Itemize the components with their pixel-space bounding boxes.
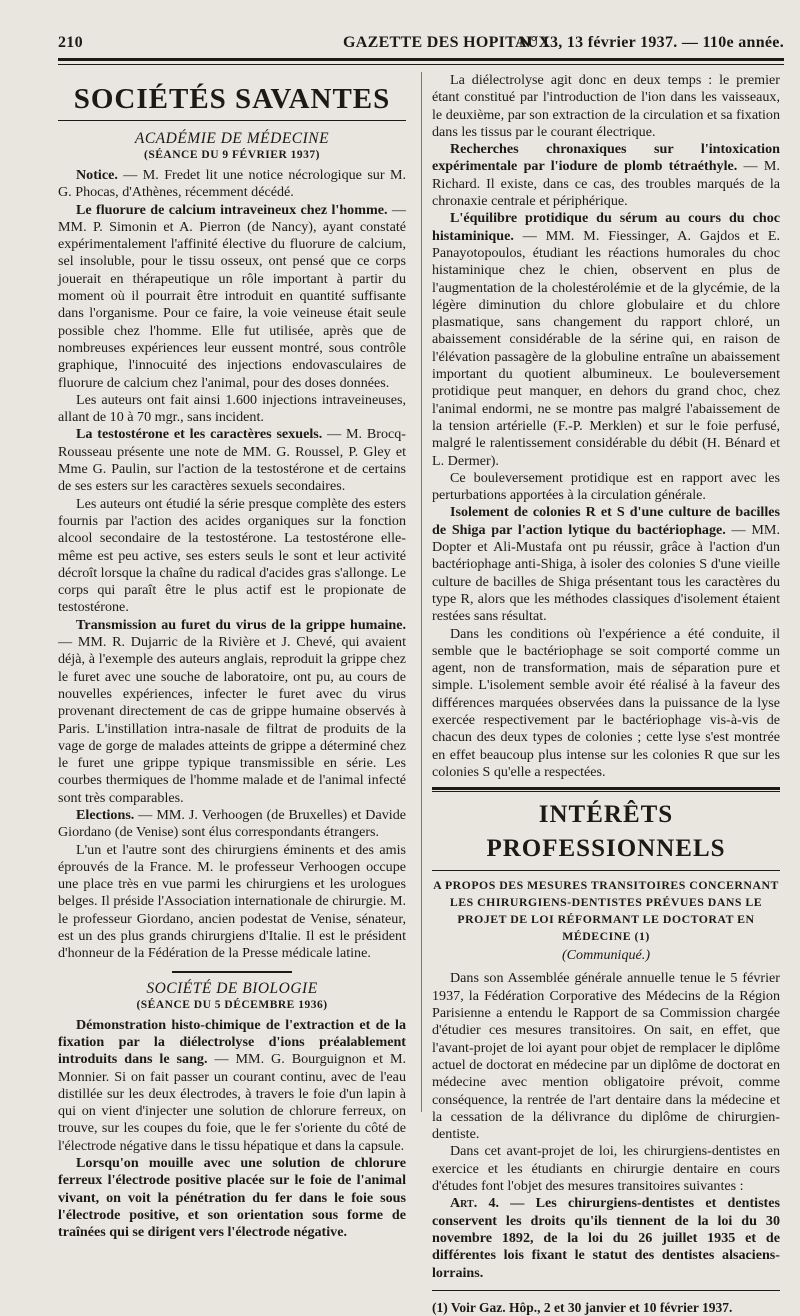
chron-text: — M. Richard. Il existe, dans ce cas, des troubles marqués de la chronaxie centrale et périphérique. (432, 158, 780, 210)
testo-heading: La testostérone et les caractères sexuels. (76, 426, 323, 443)
demo-text-2: Lorsqu'on mouille avec une solution de chlorure ferreux l'électrode positive placée sur le foie de l'animal vivant, on voit la pénétration du fer dans le foie sous l'électrode positive, et son orientation sous forme de traînées qui se dirigent vers l'électrode négative. (58, 1155, 406, 1241)
article-heading: A PROPOS DES MESURES TRANSITOIRES CONCERNANT LES CHIRURGIENS-DENTISTES PRÉVUES DANS LE PROJET DE LOI RÉFORMANT LE DOCTORAT EN MÉDECINE (1) (433, 878, 779, 944)
journal-title: GAZETTE DES HOPITAUX (343, 34, 551, 51)
biology-title: SOCIÉTÉ DE BIOLOGIE (146, 979, 318, 997)
demo-heading: Démonstration histo-chimique de l'extraction et de la fixation par la diélectrolyse d'ions préalablement introduits dans le sang. (58, 1016, 406, 1068)
interets-rule (432, 870, 780, 871)
paragraph-elections (58, 807, 406, 842)
notice-text: — M. Fredet lit une notice nécrologique sur M. G. Phocas, d'Athènes, récemment décédé. (58, 167, 406, 201)
elections-text-2: L'un et l'autre sont des chirurgiens éminents et des amis éprouvés de la France. M. le professeur Verhoogen occupe une place très en vue parmi les chirurgiens et les urologues belges. Il préside l'Association internationale de chirurgie. M. le professeur Giordano, ancien podestat de Venise, sénateur, est un des plus grands chirurgiens d'Italie. Il est le président d'honneur de la Fédération de la Presse médicale latine. (58, 841, 406, 962)
notice-heading: Notice. (76, 167, 118, 183)
chron-heading: Recherches chronaxiques sur l'intoxication expérimentale par l'iodure de plomb tétraéthyle. (432, 141, 780, 175)
article-paragraph-2: Dans cet avant-projet de loi, les chirurgiens-dentistes en exercice et les étudiants en chirurgie dentaire en cours d'études font l'objet des mesures transitoires suivantes : (432, 1143, 780, 1195)
page-number: 210 (58, 34, 83, 51)
paragraph-fluor (58, 202, 406, 392)
biology-separator (172, 971, 292, 973)
fluor-text: — MM. P. Simonin et A. Pierron (de Nancy), ayant constaté expérimentalement l'affinité élective du fluorure de calcium, sel insoluble, pour le tissu osseux, ont pensé que ce corps jouerait en thérapeutique un rôle important à partir du moment où il pourrait être introduit en quantité suffisante dans l'organisme. Pour ce faire, la voie veineuse était seule possible chez l'homme. Elle fut utilisée, après que de nombreuses expériences leur eussent montré, sous contrôle graphique, l'innocuité des injections endovasculaires de fluorure de calcium chez l'animal, pour des doses données. (58, 201, 406, 391)
isol-text: — MM. Dopter et Ali-Mustafa ont pu réussir, grâce à l'action d'un bactériophage anti-Shiga, à isoler des colonies S d'une vieille culture de bacilles de Shiga présentant tous les caractères du type R, alors que les méthodes classiques d'isolement étaient restées sans résultat. (432, 521, 780, 625)
biology-session: (SÉANCE DU 5 DÉCEMBRE 1936) (136, 998, 328, 1011)
paragraph-equilibre (432, 210, 780, 469)
paragraph-notice (58, 167, 406, 202)
grippe-heading: Transmission au furet du virus de la grippe humaine. (76, 616, 406, 633)
header-rule (58, 58, 784, 61)
fluor-heading: Le fluorure de calcium intraveineux chez l'homme. (76, 201, 388, 218)
isol-text-2: Dans les conditions où l'expérience a été conduite, il semble que le bactériophage se soit comporté comme un agent, non de transformation, mais de séparation pure et simple. L'isolement semble avoir été réalisé à la faveur des différences marquées observées dans la puissance de la lyse exercée respectivement par le bactériophage vis-à-vis de chacun des deux types de colonies ; cette lyse s'est montrée en effet beaucoup plus intense sur les colonies R que sur les colonies S qu'elle a respectées. (432, 625, 780, 780)
page-header (58, 30, 784, 56)
section-title-interets: INTÉRÊTS PROFESSIONNELS (486, 801, 726, 863)
equil-text-2: Ce bouleversement protidique est en rapport avec les perturbations apportées à la circulation générale. (432, 469, 780, 504)
paragraph-dielectrolyse: La diélectrolyse agit donc en deux temps : le premier étant constitué par l'introduction de l'ion dans les vaisseaux, le deuxième, par son extraction de la circulation et sa fixation dans les tissus par le courant électrique. (432, 72, 780, 140)
interets-rule-top-thin (432, 791, 780, 792)
column-divider (421, 72, 422, 1112)
equil-heading: L'équilibre protidique du sérum au cours du choc histaminique. (432, 210, 780, 244)
article-communique: (Communiqué.) (561, 947, 651, 964)
elections-heading: Elections. (76, 806, 135, 823)
article-paragraph-3 (432, 1195, 780, 1281)
isol-heading: Isolement de colonies R et S d'une culture de bacilles de Shiga par l'action lytique du bactériophage. (432, 504, 780, 538)
header-rule-thin (58, 64, 784, 65)
section-title-societes: SOCIÉTÉS SAVANTES (73, 83, 391, 115)
paragraph-isolement (432, 504, 780, 625)
paragraph-grippe (58, 617, 406, 807)
academy-session: (SÉANCE DU 9 FÉVRIER 1937) (144, 149, 320, 161)
paragraph-testo (58, 426, 406, 495)
article-paragraph-1: Dans son Assemblée générale annuelle tenue le 5 février 1937, la Fédération Corporative des Médecins de la Région Parisienne a entendu le Rapport de sa Commission chargée d'étudier ces mesures transitoires. On sait, en effet, que l'avant-projet de loi ayant pour objet de remplacer le diplôme actuel de doctorat en médecine par un diplôme de doctorat en médecine avec mention obligatoire prévoit, comme conséquence, la rentrée de l'art dentaire dans la médecine et la cessation de la délivrance du diplôme de chirurgien-dentiste. (432, 970, 780, 1143)
left-column (58, 72, 406, 1242)
testo-text: — M. Brocq-Rousseau présente une note de MM. G. Roussel, P. Gley et Mme G. Paulin, sur l'action de la testostérone et de certains de ses esters sur les caractères sexuels secondaires. (58, 426, 406, 495)
right-column (432, 72, 780, 1316)
grippe-text: — MM. R. Dujarric de la Rivière et J. Chevé, qui avaient déjà, à l'exemple des auteurs anglais, reproduit la grippe chez le furet avec une souche de laboratoire, ont pu, au cours de nouvelles expériences, infecter le furet avec du virus provenant directement de cas de grippe humaine observés à Paris. L'instillation intra-nasale de filtrat de produits de la vage de gorge de malades atteints de grippe a déterminé chez le furet une grippe typique transmissible en série. Les courbes thermiques de l'homme malade et de l'animal infecté sont très comparables. (58, 634, 406, 806)
art4-label: Art. 4. (450, 1195, 500, 1212)
paragraph-demo (58, 1017, 406, 1155)
footnote: (1) Voir Gaz. Hôp., 2 et 30 janvier et 10 février 1937. (432, 1299, 733, 1315)
art4-text: — Les chirurgiens-dentistes et dentistes conservent les droits qu'ils tiennent de la loi du 30 novembre 1892, de la loi du 26 juillet 1935 et de différentes lois fixant le statut des dentistes alsaciens-lorrains. (432, 1195, 780, 1281)
demo-text: — MM. G. Bourguignon et M. Monnier. Si on fait passer un courant continu, avec de l'eau distillée sur les deux électrodes, à travers le foie d'un lapin à qui on vient d'injecter une solution de chlorure ferreux, on trouve, sur les coupes du foie, que le fer s'oriente du côté de l'électrode négative dans le tissu hépatique et dans la capsule. (58, 1051, 406, 1154)
issue-info: N° 13, 13 février 1937. — 110e année. (518, 34, 784, 51)
elections-text: — MM. J. Verhoogen (de Bruxelles) et Davide Giordano (de Venise) sont élus correspondants étrangers. (58, 806, 406, 841)
footnote-rule (432, 1290, 780, 1291)
academy-title: ACADÉMIE DE MÉDECINE (134, 130, 330, 147)
interets-rule-top (432, 787, 780, 790)
equil-text: — MM. M. Fiessinger, A. Gajdos et E. Panayotopoulos, étudiant les réactions humorales du choc histaminique chez le chien, observent en plus de l'augmentation de la cholestérolémie et de la glycémie, de la légère diminution du chlore globulaire et du chlore plasmatique, sans changement du rapport chloré, un abaissement considérable de la sérine qui, en raison de l'élévation passagère de la globuline entraîne un abaissement important du quotient albumineux. Le bouleversement protidique peut manquer, en dehors du grand choc, chez l'animal endormi, ne se montre pas malgré l'abaissement de la tension artérielle (F.-P. Merklen) et sur le foie perfusé, malgré le ralentissement considérable du débit (H. Bénard et L. Dermer). (432, 227, 780, 469)
fluor-text-2: Les auteurs ont fait ainsi 1.600 injections intraveineuses, allant de 10 à 70 mgr., sans incident. (58, 391, 406, 426)
paragraph-chronaxie (432, 141, 780, 210)
testo-text-2: Les auteurs ont étudié la série presque complète des esters fournis par l'action des acides organiques sur la fonction alcool secondaire de la testostérone. La testostérone elle-même est peu active, ses esters seuls le sont et leur activité décroît lorsque la chaîne du radical d'acides gras s'allonge. Le corps qui paraît être le plus actif est le propionate de testostérone. (58, 495, 406, 616)
section-rule (58, 120, 406, 121)
